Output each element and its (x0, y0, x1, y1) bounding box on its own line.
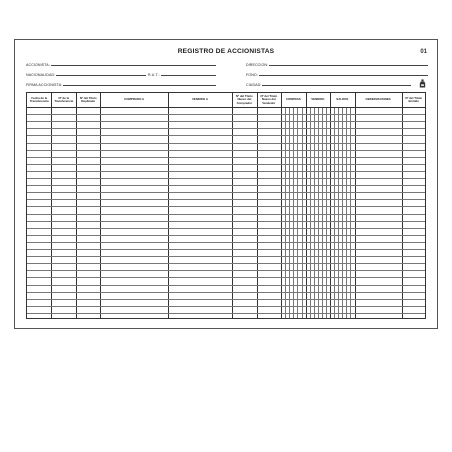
table-row (27, 256, 425, 257)
ciudad-label: CIUDAD: (246, 83, 262, 87)
table-row (27, 299, 425, 300)
column-header: SALDOS (336, 97, 349, 102)
table-row (27, 128, 425, 129)
table-row (27, 313, 425, 314)
nacionalidad-label: NACIONALIDAD: (26, 73, 56, 77)
table-row (27, 121, 425, 122)
table-row (27, 263, 425, 264)
column-header: Nº del Título Nuevo del Vendedor (260, 94, 278, 105)
column-header: VENDIDO A (191, 97, 208, 102)
nacionalidad-field[interactable] (26, 70, 146, 77)
table-row (27, 150, 425, 151)
accionista-label: ACCIONISTA: (26, 63, 50, 67)
table-row (27, 285, 425, 286)
rut-label: R.U.T.: (148, 73, 160, 77)
column-header: Nº del Título Nuevo del Comprador (235, 94, 253, 105)
table-row (27, 143, 425, 144)
digit-divider (318, 107, 319, 318)
table-row (27, 228, 425, 229)
table-row (27, 178, 425, 179)
header-separator (27, 107, 425, 108)
column-header: Nº de la Transferencia (54, 95, 74, 103)
ciudad-field[interactable] (246, 80, 411, 87)
column-header: OBSERVACIONES (365, 97, 391, 102)
digit-divider (302, 107, 303, 318)
page-title: REGISTRO DE ACCIONISTAS (177, 48, 275, 55)
fono-label: FONO: (246, 73, 258, 77)
column-header: COMPRAS (285, 97, 301, 102)
accionista-field[interactable] (26, 60, 216, 67)
digit-divider (285, 107, 286, 318)
direccion-field[interactable] (246, 60, 428, 67)
table-row (27, 185, 425, 186)
fono-field[interactable] (246, 70, 428, 77)
register-sheet (14, 39, 438, 329)
column-header: Nº del Título Emitido (405, 95, 423, 103)
form-number: 01 (420, 49, 427, 55)
digit-divider (293, 107, 294, 318)
table-row (27, 270, 425, 271)
table-row (27, 214, 425, 215)
column-header: VENDIDO (311, 97, 325, 102)
digit-divider (342, 107, 343, 318)
table-row (27, 235, 425, 236)
digit-divider (326, 107, 327, 318)
digit-divider (346, 107, 347, 318)
direccion-label: DIRECCION: (246, 63, 269, 67)
firma-field[interactable] (26, 80, 216, 87)
table-row (27, 192, 425, 193)
table-row (27, 249, 425, 250)
table-row (27, 135, 425, 136)
digit-divider (297, 107, 298, 318)
rut-field[interactable] (148, 70, 216, 77)
table-row (27, 221, 425, 222)
column-header: COMPRADO A (124, 97, 145, 102)
digit-divider (322, 107, 323, 318)
column-header: Nº del Título Duplicado (79, 95, 97, 103)
table-row (27, 306, 425, 307)
table-row (27, 114, 425, 115)
table-row (27, 164, 425, 165)
digit-divider (334, 107, 335, 318)
table-row (27, 292, 425, 293)
bottle-logo-icon (418, 79, 427, 88)
digit-divider (338, 107, 339, 318)
table-row (27, 199, 425, 200)
column-header: Fecha de la Transferencia (29, 95, 49, 103)
digit-divider (289, 107, 290, 318)
digit-divider (314, 107, 315, 318)
digit-divider (350, 107, 351, 318)
digit-divider (310, 107, 311, 318)
table-row (27, 277, 425, 278)
ledger-table (26, 92, 426, 319)
table-row (27, 206, 425, 207)
table-row (27, 242, 425, 243)
table-row (27, 157, 425, 158)
firma-label: FIRMA ACCIONISTA: (26, 83, 63, 87)
table-row (27, 171, 425, 172)
